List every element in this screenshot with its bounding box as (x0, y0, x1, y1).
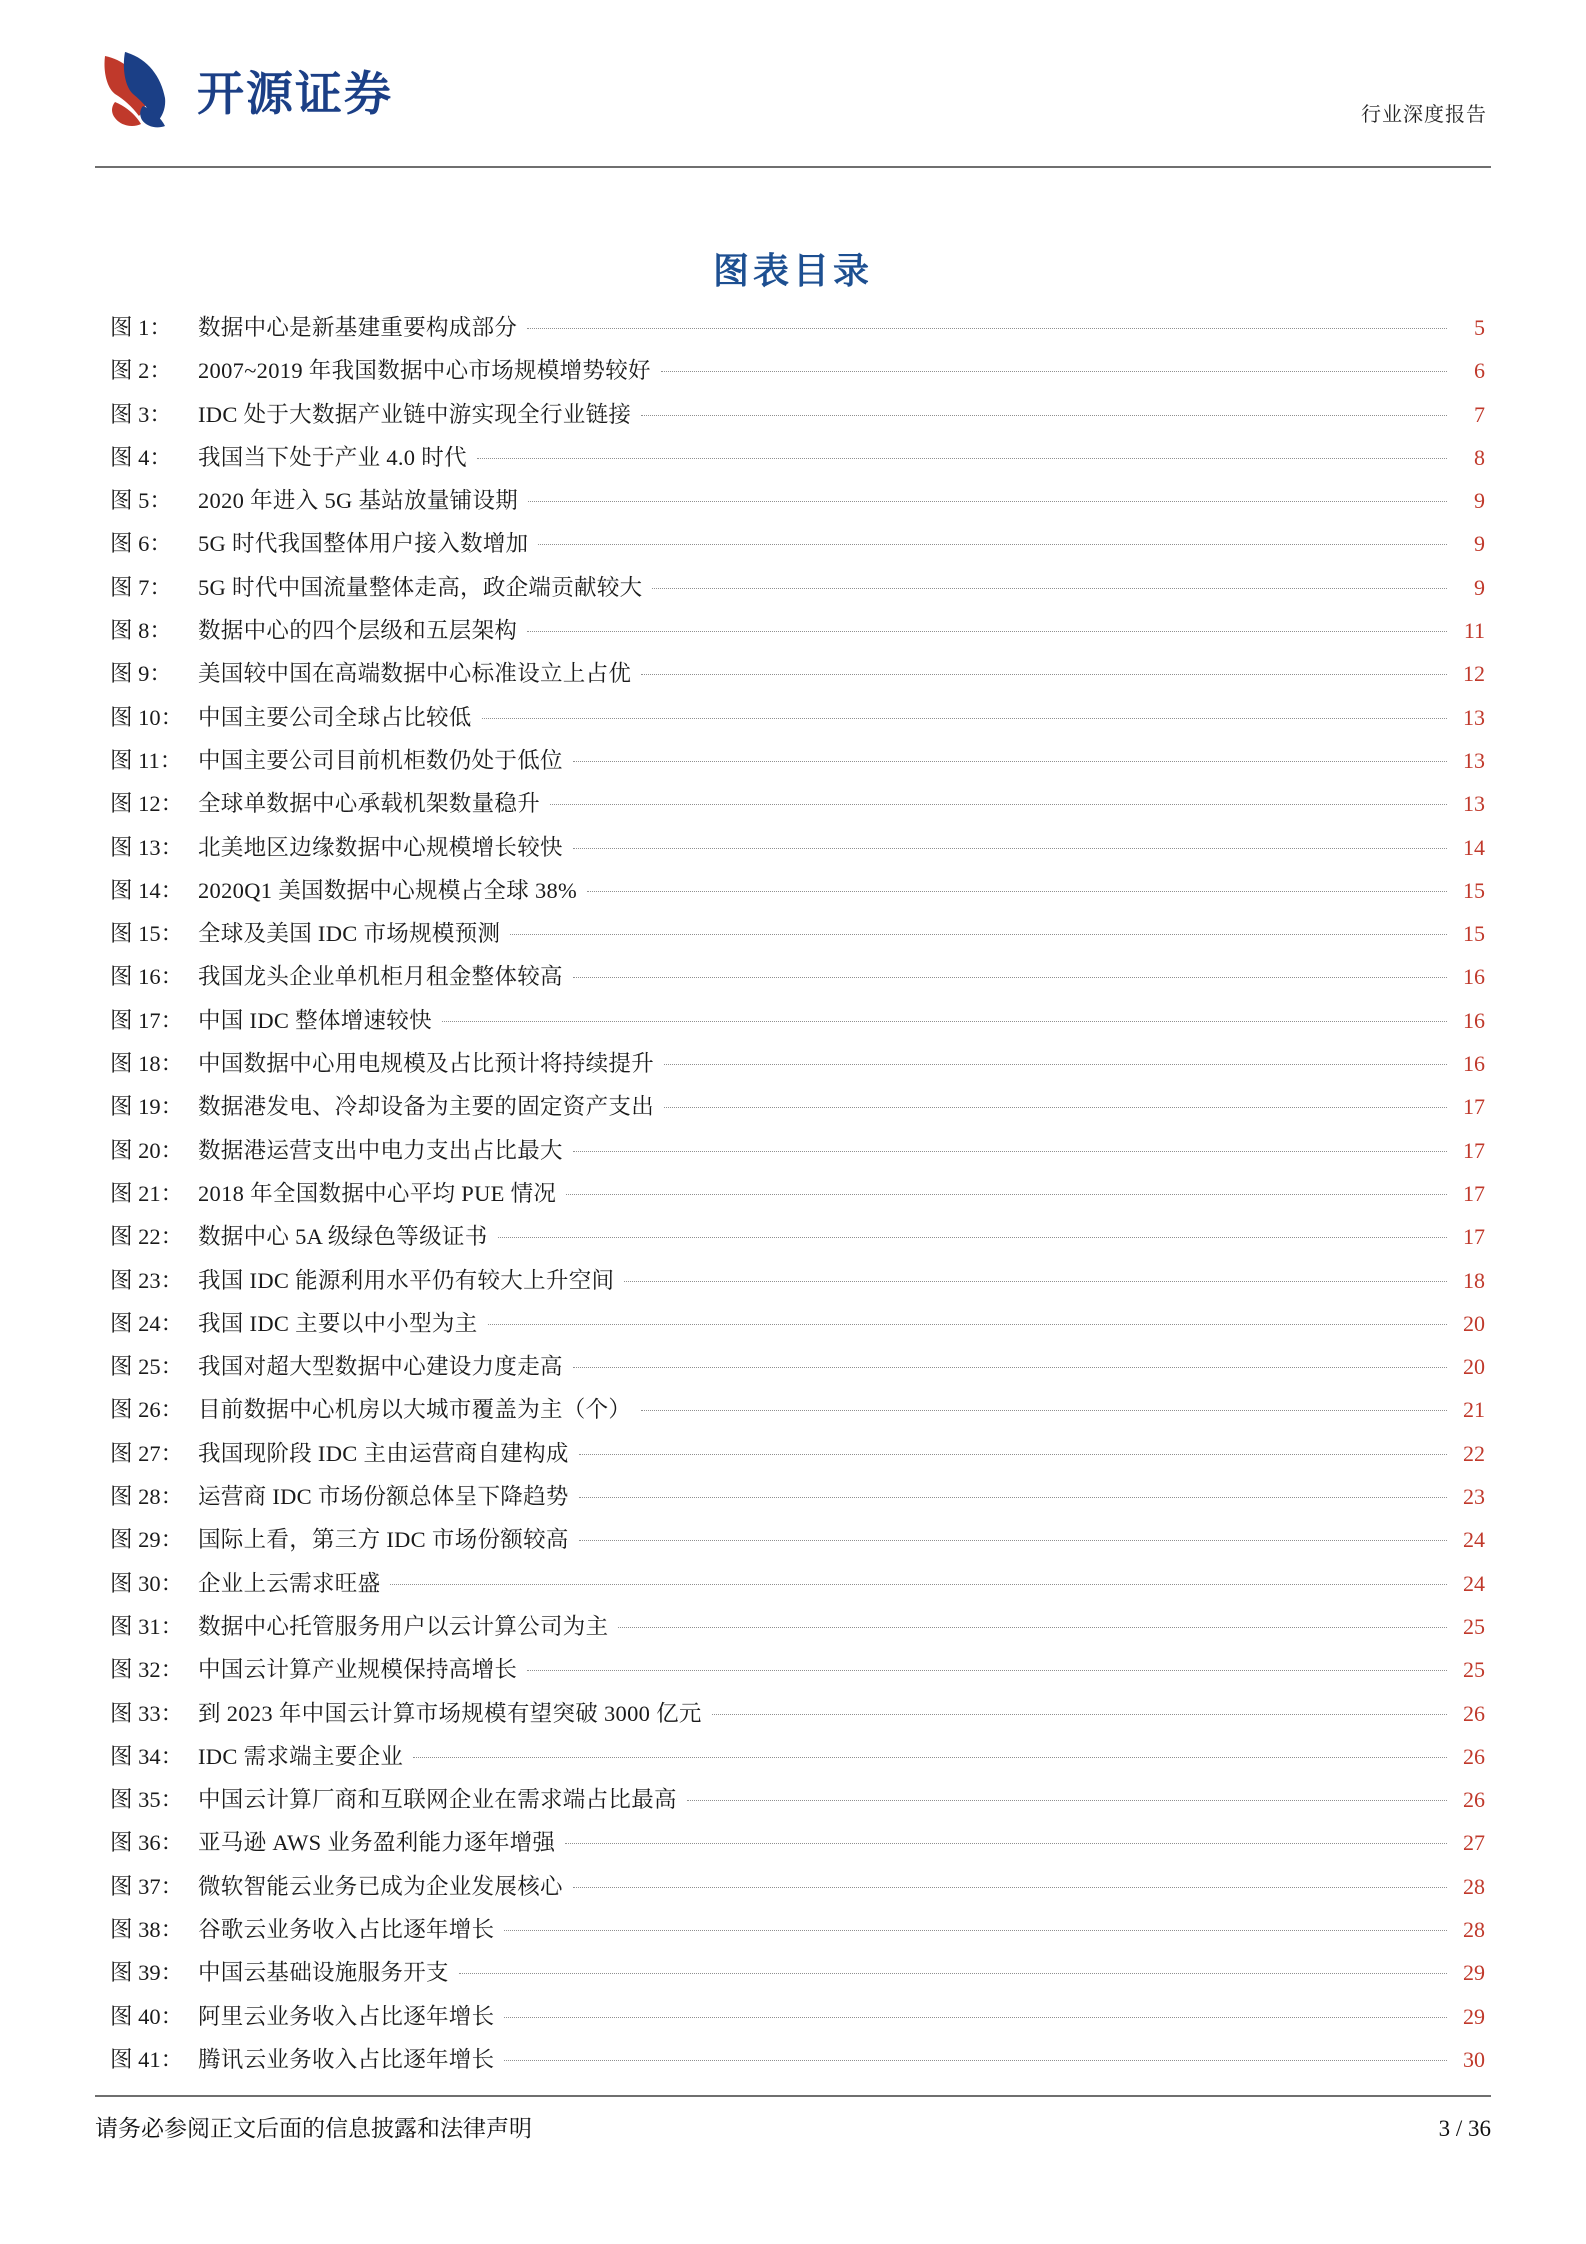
toc-leader-dots (573, 977, 1447, 978)
toc-entry[interactable] (110, 1306, 1485, 1349)
toc-leader-dots (488, 1324, 1448, 1325)
toc-entry[interactable] (110, 310, 1485, 353)
toc-entry-text: 我国 IDC 能源利用水平仍有较大上升空间 (198, 1267, 615, 1293)
toc-entry-label: 图 37： (110, 1873, 184, 1899)
toc-entry[interactable] (110, 353, 1485, 396)
toc-leader-dots (390, 1584, 1447, 1585)
page-number: 3 / 36 (1438, 2116, 1491, 2141)
toc-entry-label: 图 24： (110, 1310, 184, 1336)
toc-entry[interactable] (110, 786, 1485, 829)
toc-entry-page: 22 (1463, 1440, 1485, 1466)
toc-entry-text: 我国对超大型数据中心建设力度走高 (198, 1354, 563, 1380)
toc-entry-text: 国际上看，第三方 IDC 市场份额较高 (198, 1527, 569, 1553)
toc-entry[interactable] (110, 1739, 1485, 1782)
toc-entry-text: 中国数据中心用电规模及占比预计将持续提升 (198, 1051, 655, 1077)
toc-entry-text: 中国 IDC 整体增速较快 (198, 1007, 432, 1033)
toc-entry-label: 图 6： (110, 531, 172, 557)
toc-entry-label: 图 12： (110, 791, 184, 817)
toc-entry-page: 5 (1474, 315, 1485, 340)
toc-entry-text: 中国主要公司目前机柜数仍处于低位 (198, 747, 563, 773)
toc-entry-page: 8 (1474, 444, 1485, 470)
toc-entry[interactable] (110, 1825, 1485, 1868)
toc-entry-label: 图 21： (110, 1180, 184, 1206)
toc-entry[interactable] (110, 916, 1485, 959)
toc-leader-dots (712, 1714, 1447, 1715)
toc-entry[interactable] (110, 1869, 1485, 1912)
toc-entry-label: 图 3： (110, 401, 172, 427)
toc-leader-dots (573, 848, 1447, 849)
toc-entry-page: 17 (1463, 1224, 1485, 1250)
toc-entry-page: 9 (1474, 531, 1485, 557)
toc-leader-dots (538, 544, 1447, 545)
toc-entry-page: 24 (1463, 1527, 1485, 1553)
toc-entry-page: 17 (1463, 1180, 1485, 1206)
toc-leader-dots (652, 588, 1447, 589)
toc-leader-dots (587, 891, 1447, 892)
toc-entry-text: 数据中心是新基建重要构成部分 (198, 315, 518, 340)
toc-entry[interactable] (110, 1263, 1485, 1306)
toc-entry[interactable] (110, 1955, 1485, 1998)
toc-entry-page: 15 (1463, 921, 1485, 947)
toc-entry-label: 图 23： (110, 1267, 184, 1293)
toc-entry-page: 25 (1463, 1657, 1485, 1683)
toc-entry[interactable] (110, 743, 1485, 786)
toc-entry-text: 2020Q1 美国数据中心规模占全球 38% (198, 877, 578, 903)
toc-entry[interactable] (110, 1046, 1485, 1089)
toc-entry-text: 数据中心的四个层级和五层架构 (198, 618, 518, 644)
toc-entry-label: 图 27： (110, 1440, 184, 1466)
toc-entry-page: 20 (1463, 1310, 1485, 1336)
brand-logo (95, 50, 393, 130)
toc-entry-text: 目前数据中心机房以大城市覆盖为主（个） (198, 1397, 632, 1423)
toc-entry-label: 图 30： (110, 1570, 184, 1596)
toc-leader-dots (528, 501, 1447, 502)
toc-leader-dots (618, 1627, 1447, 1628)
toc-entry-text: 我国现阶段 IDC 主由运营商自建构成 (198, 1440, 569, 1466)
toc-entry-text: IDC 需求端主要企业 (198, 1743, 404, 1769)
toc-entry-text: 全球单数据中心承载机架数量稳升 (198, 791, 541, 817)
toc-entry[interactable] (110, 570, 1485, 613)
toc-leader-dots (579, 1497, 1447, 1498)
toc-entry-page: 23 (1463, 1484, 1485, 1510)
toc-entry-page: 13 (1463, 704, 1485, 730)
toc-entry-page: 18 (1463, 1267, 1485, 1293)
toc-entry-label: 图 32： (110, 1657, 184, 1683)
toc-entry-text: 2007~2019 年我国数据中心市场规模增势较好 (198, 358, 651, 384)
toc-entry-page: 7 (1474, 401, 1485, 427)
toc-leader-dots (664, 1107, 1447, 1108)
toc-entry-page: 17 (1463, 1094, 1485, 1120)
toc-leader-dots (661, 371, 1447, 372)
footer-divider (95, 2095, 1491, 2097)
toc-entry-text: 我国 IDC 主要以中小型为主 (198, 1310, 478, 1336)
toc-entry-page: 14 (1463, 834, 1485, 860)
toc-entry-page: 26 (1463, 1700, 1485, 1726)
toc-entry-page: 28 (1463, 1916, 1485, 1942)
toc-entry-label: 图 26： (110, 1397, 184, 1423)
toc-entry-page: 24 (1463, 1570, 1485, 1596)
toc-entry-page: 26 (1463, 1743, 1485, 1769)
toc-entry-text: 北美地区边缘数据中心规模增长较快 (198, 834, 563, 860)
toc-leader-dots (579, 1540, 1447, 1541)
toc-entry[interactable] (110, 613, 1485, 656)
toc-entry-text: 5G 时代中国流量整体走高，政企端贡献较大 (198, 574, 643, 600)
toc-entry-text: IDC 处于大数据产业链中游实现全行业链接 (198, 401, 632, 427)
toc-entry-text: 微软智能云业务已成为企业发展核心 (198, 1873, 563, 1899)
toc-leader-dots (504, 2060, 1447, 2061)
toc-entry-text: 全球及美国 IDC 市场规模预测 (198, 921, 501, 947)
toc-entry-text: 中国云计算产业规模保持高增长 (198, 1657, 518, 1683)
toc-leader-dots (504, 1930, 1447, 1931)
toc-entry-label: 图 16： (110, 964, 184, 990)
toc-entry-page: 28 (1463, 1873, 1485, 1899)
toc-entry-label: 图 35： (110, 1787, 184, 1813)
toc-leader-dots (527, 1670, 1447, 1671)
toc-entry-label: 图 11： (110, 747, 183, 773)
toc-leader-dots (573, 761, 1447, 762)
toc-leader-dots (641, 415, 1447, 416)
toc-entry[interactable] (110, 1219, 1485, 1262)
page-title: 图表目录 (712, 251, 873, 291)
toc-entry[interactable] (110, 1652, 1485, 1695)
toc-entry-page: 11 (1463, 618, 1485, 644)
toc-entry-text: 2020 年进入 5G 基站放量铺设期 (198, 488, 519, 514)
toc-entry[interactable] (110, 959, 1485, 1002)
toc-entry-label: 图 38： (110, 1916, 184, 1942)
toc-entry-page: 27 (1463, 1830, 1485, 1856)
toc-entry[interactable] (110, 483, 1485, 526)
toc-entry[interactable] (110, 1003, 1485, 1046)
toc-entry[interactable] (110, 440, 1485, 483)
toc-entry-text: 5G 时代我国整体用户接入数增加 (198, 531, 529, 557)
toc-entry[interactable] (110, 1479, 1485, 1522)
toc-entry-label: 图 34： (110, 1743, 184, 1769)
toc-leader-dots (566, 1194, 1447, 1195)
toc-entry-label: 图 14： (110, 877, 184, 903)
toc-leader-dots (687, 1800, 1447, 1801)
toc-entry-text: 亚马逊 AWS 业务盈利能力逐年增强 (198, 1830, 556, 1856)
toc-entry-text: 数据港发电、冷却设备为主要的固定资产支出 (198, 1094, 655, 1120)
toc-entry-text: 谷歌云业务收入占比逐年增长 (198, 1916, 495, 1942)
toc-leader-dots (579, 1454, 1447, 1455)
toc-entry-text: 我国当下处于产业 4.0 时代 (198, 444, 467, 470)
toc-entry-label: 图 41： (110, 2046, 184, 2072)
toc-entry-text: 数据中心托管服务用户以云计算公司为主 (198, 1613, 609, 1639)
page-footer (95, 2110, 1491, 2143)
toc-entry-text: 运营商 IDC 市场份额总体呈下降趋势 (198, 1484, 569, 1510)
toc-entry-label: 图 25： (110, 1354, 184, 1380)
toc-leader-dots (573, 1887, 1447, 1888)
toc-entry-label: 图 29： (110, 1527, 184, 1553)
toc-entry-label: 图 28： (110, 1484, 184, 1510)
toc-entry[interactable] (110, 1089, 1485, 1132)
toc-entry-label: 图 33： (110, 1700, 184, 1726)
toc-entry-text: 数据港运营支出中电力支出占比最大 (198, 1137, 563, 1163)
toc-entry-page: 13 (1463, 791, 1485, 817)
toc-entry-label: 图 36： (110, 1830, 184, 1856)
toc-entry-label: 图 17： (110, 1007, 184, 1033)
toc-entry-page: 30 (1463, 2046, 1485, 2072)
toc-entry-label: 图 4： (110, 444, 172, 470)
toc-entry-page: 6 (1474, 358, 1485, 384)
toc-entry-label: 图 15： (110, 921, 184, 947)
toc-entry-page: 20 (1463, 1354, 1485, 1380)
toc-entry-text: 企业上云需求旺盛 (198, 1570, 381, 1596)
toc-leader-dots (573, 1367, 1447, 1368)
toc-entry-text: 美国较中国在高端数据中心标准设立上占优 (198, 661, 632, 687)
toc-entry-label: 图 22： (110, 1224, 184, 1250)
toc-entry-label: 图 10： (110, 704, 184, 730)
toc-entry-label: 图 7： (110, 574, 172, 600)
toc-leader-dots (504, 2017, 1447, 2018)
toc-entry[interactable] (110, 1609, 1485, 1652)
toc-entry-text: 到 2023 年中国云计算市场规模有望突破 3000 亿元 (198, 1700, 702, 1726)
toc-entry-text: 中国云基础设施服务开支 (198, 1960, 449, 1986)
toc-entry-label: 图 8： (110, 618, 172, 644)
toc-entry[interactable] (110, 1999, 1485, 2042)
toc-entry-text: 中国云计算厂商和互联网企业在需求端占比最高 (198, 1787, 677, 1813)
toc-entry-page: 26 (1463, 1787, 1485, 1813)
toc-leader-dots (510, 934, 1447, 935)
toc-leader-dots (565, 1843, 1447, 1844)
toc-entry-text: 数据中心 5A 级绿色等级证书 (198, 1224, 488, 1250)
toc-entry[interactable] (110, 1912, 1485, 1955)
brand-name: 开源证券 (197, 66, 393, 120)
toc-entry-text: 阿里云业务收入占比逐年增长 (198, 2003, 495, 2029)
toc-entry-label: 图 5： (110, 488, 172, 514)
toc-entry[interactable] (110, 700, 1485, 743)
toc-leader-dots (641, 1410, 1447, 1411)
toc-entry-page: 16 (1463, 1007, 1485, 1033)
toc-entry-label: 图 2： (110, 358, 172, 384)
report-type-label: 行业深度报告 (1361, 104, 1487, 126)
toc-entry-label: 图 9： (110, 661, 172, 687)
toc-entry-page: 9 (1474, 488, 1485, 514)
toc-leader-dots (527, 631, 1447, 632)
toc-entry[interactable] (110, 1349, 1485, 1392)
toc-entry-page: 9 (1474, 574, 1485, 600)
toc-entry-page: 21 (1463, 1397, 1485, 1423)
toc-entry[interactable] (110, 873, 1485, 916)
toc-entry[interactable] (110, 526, 1485, 569)
toc-leader-dots (664, 1064, 1447, 1065)
toc-leader-dots (641, 674, 1447, 675)
toc-entry-page: 25 (1463, 1613, 1485, 1639)
toc-entry[interactable] (110, 656, 1485, 699)
header-divider (95, 166, 1491, 168)
toc-leader-dots (482, 718, 1447, 719)
toc-leader-dots (413, 1757, 1447, 1758)
toc-entry[interactable] (110, 1782, 1485, 1825)
toc-entry-text: 2018 年全国数据中心平均 PUE 情况 (198, 1180, 557, 1206)
table-of-contents (110, 310, 1485, 2085)
toc-entry-text: 我国龙头企业单机柜月租金整体较高 (198, 964, 563, 990)
toc-leader-dots (459, 1973, 1447, 1974)
toc-entry-page: 29 (1463, 1960, 1485, 1986)
toc-entry[interactable] (110, 1392, 1485, 1435)
toc-entry-text: 中国主要公司全球占比较低 (198, 704, 472, 730)
toc-entry[interactable] (110, 1566, 1485, 1609)
toc-entry[interactable] (110, 1436, 1485, 1479)
toc-entry-page: 15 (1463, 877, 1485, 903)
toc-leader-dots (624, 1281, 1447, 1282)
toc-entry-label: 图 31： (110, 1613, 184, 1639)
footer-disclaimer: 请务必参阅正文后面的信息披露和法律声明 (95, 2116, 532, 2141)
toc-entry[interactable] (110, 1176, 1485, 1219)
toc-entry[interactable] (110, 830, 1485, 873)
page-header (95, 38, 1491, 168)
toc-entry-page: 16 (1463, 964, 1485, 990)
toc-entry-label: 图 40： (110, 2003, 184, 2029)
toc-leader-dots (573, 1151, 1447, 1152)
toc-entry-label: 图 39： (110, 1960, 184, 1986)
toc-entry-label: 图 18： (110, 1051, 184, 1077)
toc-entry-page: 17 (1463, 1137, 1485, 1163)
toc-entry-label: 图 20： (110, 1137, 184, 1163)
toc-entry-page: 16 (1463, 1051, 1485, 1077)
toc-entry[interactable] (110, 397, 1485, 440)
toc-entry[interactable] (110, 1522, 1485, 1565)
toc-entry-text: 腾讯云业务收入占比逐年增长 (198, 2046, 495, 2072)
toc-entry-page: 12 (1463, 661, 1485, 687)
toc-leader-dots (442, 1021, 1447, 1022)
toc-entry-label: 图 1： (110, 315, 172, 340)
toc-entry[interactable] (110, 2042, 1485, 2085)
toc-entry-label: 图 19： (110, 1094, 184, 1120)
toc-leader-dots (527, 328, 1447, 329)
toc-entry-page: 13 (1463, 747, 1485, 773)
toc-leader-dots (550, 804, 1447, 805)
toc-entry-page: 29 (1463, 2003, 1485, 2029)
toc-leader-dots (498, 1237, 1447, 1238)
toc-entry[interactable] (110, 1133, 1485, 1176)
toc-entry[interactable] (110, 1696, 1485, 1739)
kaiyuan-logo-icon (95, 50, 183, 130)
toc-leader-dots (477, 458, 1447, 459)
toc-entry-label: 图 13： (110, 834, 184, 860)
